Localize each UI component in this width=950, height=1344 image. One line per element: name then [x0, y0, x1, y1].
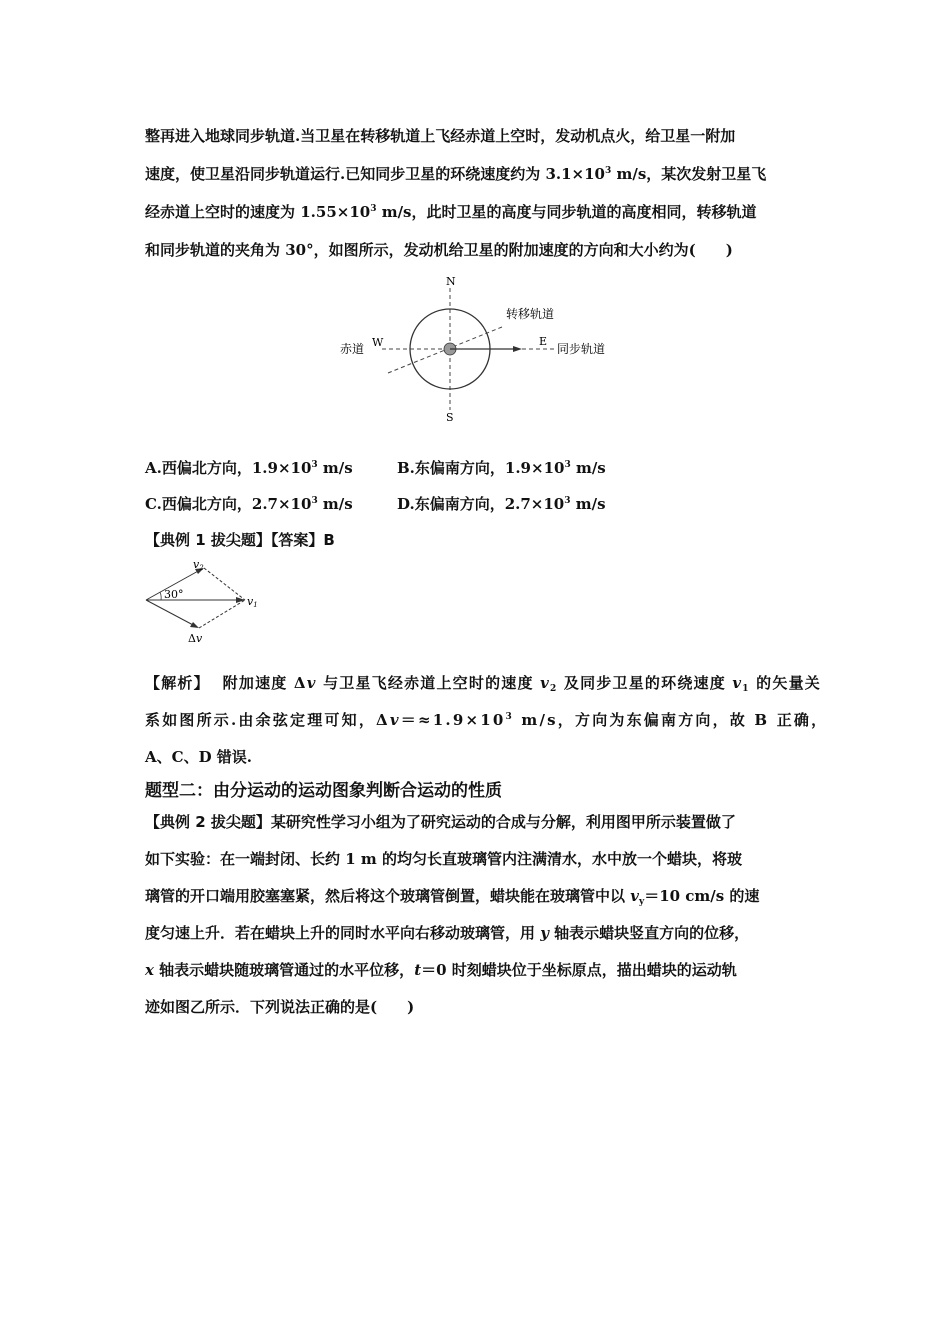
label-angle: 30°: [164, 588, 184, 601]
option-text: C.西偏北方向，2.7×10: [145, 495, 312, 513]
arrowhead-icon: [190, 622, 199, 628]
analysis-line-2: [145, 710, 828, 730]
arrowhead-icon: [236, 597, 245, 603]
analysis-line-3: A、C、D 错误.: [145, 748, 253, 766]
vector-diagram: [140, 558, 270, 648]
delta-v-vector: [146, 600, 195, 626]
var: t: [414, 961, 422, 979]
example2-line-4: [145, 923, 749, 943]
label-north: N: [446, 275, 456, 288]
label-v2: v2: [193, 558, 204, 572]
question-line-1: 整再进入地球同步轨道.当卫星在转移轨道上飞经赤道上空时，发动机点火，给卫星一附加: [145, 127, 736, 145]
text-segment: 附加速度 Δ: [222, 674, 307, 692]
text-segment: ＝≈1.9×10: [400, 711, 506, 729]
analysis-tag: 【解析】: [145, 674, 210, 692]
text-segment: ＝10 cm/s 的速: [644, 887, 760, 905]
orbit-diagram: [330, 272, 630, 422]
option-unit: m/s: [570, 459, 606, 477]
exponent: 3: [311, 496, 318, 506]
text-segment: 经赤道上空时的速度为 1.55×10: [145, 203, 371, 221]
subscript: 1: [742, 684, 750, 694]
example2-line-2: 如下实验：在一端封闭、长约 1 m 的均匀长直玻璃管内注满清水，水中放一个蜡块，将玻: [145, 850, 742, 868]
analysis-line-1: [145, 673, 821, 693]
text-segment: 与卫星飞经赤道上空时的速度: [316, 674, 541, 692]
example2-line-3: [145, 886, 759, 906]
label-delta-v: Δv: [188, 632, 203, 645]
option-unit: m/s: [317, 459, 353, 477]
question-line-3: [145, 202, 757, 222]
arrowhead-icon: [513, 346, 522, 352]
example-tag: 【典例 2 拔尖题】: [145, 813, 271, 831]
label-south: S: [446, 411, 454, 422]
var: v: [540, 674, 551, 692]
section-heading: 题型二：由分运动的运动图象判断合运动的性质: [145, 781, 502, 801]
text-segment: m/s，此时卫星的高度与同步轨道的高度相同，转移轨道: [376, 203, 757, 221]
option-text: D.东偏南方向，2.7×10: [397, 495, 565, 513]
text-segment: 轴表示蜡块竖直方向的位移，: [548, 924, 750, 942]
question-line-2: [145, 164, 766, 184]
exponent: 3: [564, 496, 571, 506]
label-equator: 赤道: [340, 342, 365, 356]
option-b: [397, 458, 606, 478]
subscript: y: [638, 897, 645, 907]
var: x: [145, 961, 154, 979]
text-segment: 度匀速上升．若在蜡块上升的同时水平向右移动玻璃管，用: [145, 924, 541, 942]
subscript: 2: [550, 684, 558, 694]
text-segment: 系如图所示.由余弦定理可知，Δ: [145, 711, 390, 729]
label-east: E: [539, 335, 548, 348]
var: v: [389, 711, 401, 729]
answer-line: 【典例 1 拔尖题】【答案】B: [145, 531, 335, 549]
option-a: [145, 458, 353, 478]
text-segment: m/s，方向为东偏南方向，故 B 正确，: [513, 711, 829, 729]
example2-line-1: [145, 812, 736, 832]
exponent: 3: [370, 204, 377, 214]
exponent: 3: [311, 460, 318, 470]
example2-line-6: 迹如图乙所示．下列说法正确的是( ): [145, 998, 415, 1016]
var: y: [540, 924, 549, 942]
text-segment: 及同步卫星的环绕速度: [557, 674, 733, 692]
example2-line-5: [145, 960, 737, 980]
text-segment: m/s，某次发射卫星飞: [611, 165, 767, 183]
dashed-side: [199, 600, 245, 628]
label-west: W: [372, 336, 384, 349]
option-d: [397, 494, 606, 514]
label-v1: v1: [247, 595, 258, 609]
text-segment: 璃管的开口端用胶塞塞紧，然后将这个玻璃管倒置，蜡块能在玻璃管中以: [145, 887, 631, 905]
text-segment: 速度，使卫星沿同步轨道运行.已知同步卫星的环绕速度约为 3.1×10: [145, 165, 605, 183]
label-transfer-orbit: 转移轨道: [506, 307, 555, 321]
option-unit: m/s: [317, 495, 353, 513]
var: v: [306, 674, 317, 692]
exponent: 3: [505, 712, 514, 722]
text-segment: 的矢量关: [749, 674, 821, 692]
text-segment: 轴表示蜡块随玻璃管通过的水平位移，: [153, 961, 415, 979]
text-segment: 某研究性学习小组为了研究运动的合成与分解，利用图甲所示装置做了: [270, 813, 736, 831]
var: v: [732, 674, 743, 692]
option-text: A.西偏北方向，1.9×10: [145, 459, 312, 477]
exponent: 3: [564, 460, 571, 470]
exponent: 3: [605, 166, 612, 176]
option-text: B.东偏南方向，1.9×10: [397, 459, 565, 477]
question-line-4: 和同步轨道的夹角为 30°，如图所示，发动机给卫星的附加速度的方向和大小约为( ): [145, 241, 733, 259]
var: v: [630, 887, 639, 905]
text-segment: ＝0 时刻蜡块位于坐标原点，描出蜡块的运动轨: [421, 961, 737, 979]
option-unit: m/s: [570, 495, 606, 513]
label-sync-orbit: 同步轨道: [557, 342, 606, 356]
dashed-side: [204, 568, 245, 600]
option-c: [145, 494, 353, 514]
angle-arc: [160, 592, 161, 600]
